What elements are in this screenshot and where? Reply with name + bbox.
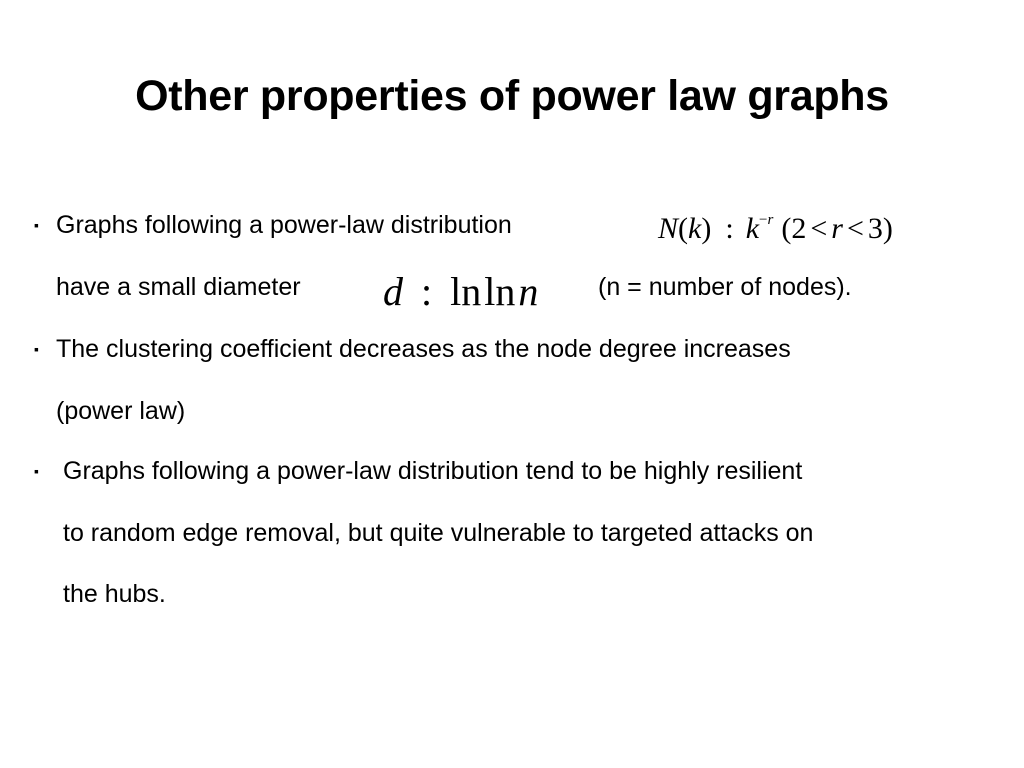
bullet-2-line-2: (power law) (56, 397, 186, 425)
diameter-formula: d : lnlnn (383, 269, 539, 314)
bullet-3-line-1: Graphs following a power-law distribution tend to be highly resilient (63, 457, 803, 485)
bullet-3-line-3: the hubs. (63, 580, 166, 608)
bullet-1-line-3: (n = number of nodes). (598, 273, 852, 301)
bullet-2-line-1: The clustering coefficient decreases as the node degree increases (56, 335, 791, 363)
bullet-3-line-2: to random edge removal, but quite vulnerable to targeted attacks on (63, 519, 814, 547)
bullet-marker-icon: ▪ (34, 217, 39, 233)
bullet-marker-icon: ▪ (34, 463, 39, 479)
bullet-marker-icon: ▪ (34, 341, 39, 357)
bullet-1-line-2: have a small diameter (56, 273, 301, 301)
slide-title: Other properties of power law graphs (135, 72, 889, 120)
bullet-1-line-1: Graphs following a power-law distribution (56, 211, 512, 239)
degree-distribution-formula: N(k) : $k^{-r}$ (2 < r < 3) (658, 212, 893, 245)
